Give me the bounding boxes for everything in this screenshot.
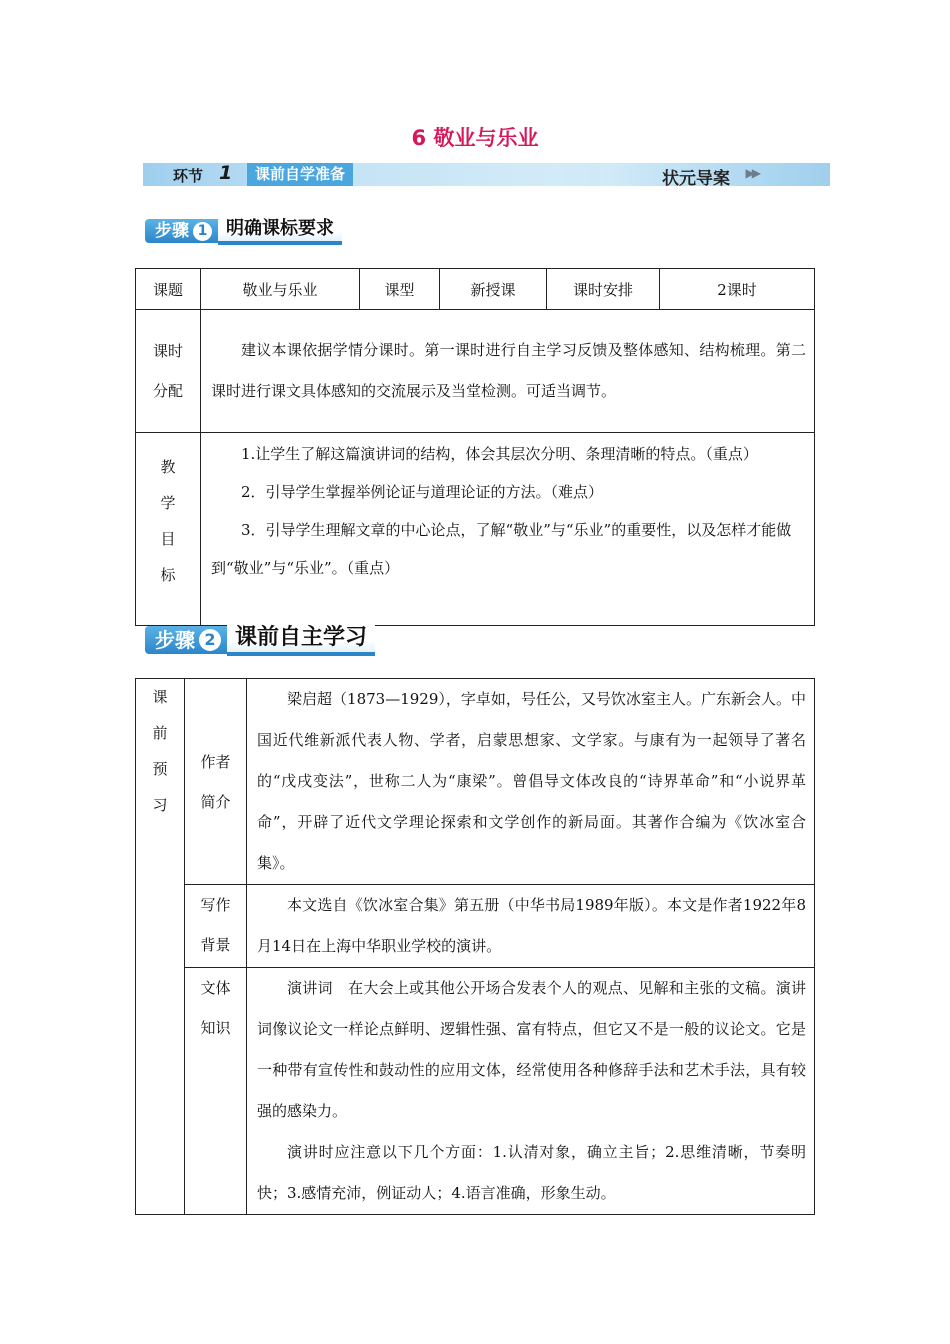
banner-subtitle: 课前自学准备 bbox=[247, 163, 353, 186]
preview-outer-label bbox=[136, 679, 185, 1215]
fenpei-label-2: 分配 bbox=[152, 382, 183, 400]
preview-label-char: 课 bbox=[152, 688, 168, 706]
course-info-header-row bbox=[136, 269, 815, 310]
goals-label-chars bbox=[136, 433, 200, 593]
banner-right-text: 状元导案 bbox=[662, 169, 730, 189]
author-label bbox=[185, 679, 247, 885]
step1-label bbox=[145, 219, 342, 243]
genre-text-2: 演讲时应注意以下几个方面：1.认清对象，确立主旨；2.思维清晰，节奏明快；3.感情充沛，例证动人；4.语言准确，形象生动。 bbox=[257, 1143, 806, 1202]
arrows-icon: ▶▶ bbox=[745, 166, 758, 180]
background-content bbox=[247, 885, 815, 968]
step2-title: 课前自主学习 bbox=[227, 624, 375, 656]
genre-row bbox=[136, 968, 815, 1215]
step1-number: 1 bbox=[193, 222, 212, 241]
goal-item: 3．引导学生理解文章的中心论点，了解“敬业”与“乐业”的重要性，以及怎样才能做到“敬业”与“乐业”。（重点） bbox=[211, 521, 792, 577]
genre-label bbox=[185, 968, 247, 1215]
fenpei-content bbox=[201, 310, 815, 433]
goals-content bbox=[201, 433, 815, 626]
anpai-value: 2课时 bbox=[660, 269, 815, 310]
goal-item: 1.让学生了解这篇演讲词的结构，体会其层次分明、条理清晰的特点。（重点） bbox=[241, 445, 758, 463]
course-info-table bbox=[135, 268, 815, 626]
fenpei-label bbox=[136, 310, 201, 433]
step2-label bbox=[145, 625, 375, 652]
page-title: 6 敬业与乐业 bbox=[411, 126, 539, 150]
goal-item: 2．引导学生掌握举例论证与道理论证的方法。（难点） bbox=[241, 483, 604, 501]
kexing-value: 新授课 bbox=[440, 269, 547, 310]
goals-label-char: 教 bbox=[160, 458, 176, 476]
banner-number: 1 bbox=[219, 162, 233, 184]
genre-text-1: 演讲词 在大会上或其他公开场合发表个人的观点、见解和主张的文稿。演讲词像议论文一样论点鲜明、逻辑性强、富有特点，但它又不是一般的议论文。它是一种带有宣传性和鼓动性的应用文体，经常使用各种修辞手法和艺术手法，具有较强的感染力。 bbox=[257, 979, 806, 1120]
preview-outer-label-chars bbox=[136, 679, 184, 823]
author-content bbox=[247, 679, 815, 885]
genre-content bbox=[247, 968, 815, 1215]
genre-label-2: 知识 bbox=[200, 1019, 231, 1037]
section-banner bbox=[143, 162, 830, 189]
preview-label-char: 习 bbox=[152, 796, 168, 814]
step2-number: 2 bbox=[199, 629, 221, 651]
goals-label-char: 目 bbox=[160, 530, 176, 548]
step1-title: 明确课标要求 bbox=[218, 217, 342, 245]
preview-label-char: 前 bbox=[152, 724, 168, 742]
keti-label: 课题 bbox=[136, 269, 201, 310]
background-label-2: 背景 bbox=[200, 936, 231, 954]
author-label-2: 简介 bbox=[200, 792, 231, 811]
author-row bbox=[136, 679, 815, 885]
goals-label bbox=[136, 433, 201, 626]
kexing-label: 课型 bbox=[360, 269, 440, 310]
preview-label-char: 预 bbox=[152, 760, 168, 778]
preview-table bbox=[135, 678, 815, 1215]
background-label bbox=[185, 885, 247, 968]
fenpei-text: 建议本课依据学情分课时。第一课时进行自主学习反馈及整体感知、结构梳理。第二课时进行课文具体感知的交流展示及当堂检测。可适当调节。 bbox=[211, 341, 806, 400]
goals-label-char: 标 bbox=[160, 566, 176, 584]
background-row bbox=[136, 885, 815, 968]
step1-tag bbox=[145, 219, 218, 243]
goals-label-char: 学 bbox=[160, 494, 176, 512]
keti-value: 敬业与乐业 bbox=[201, 269, 360, 310]
background-text: 本文选自《饮冰室合集》第五册（中华书局1989年版）。本文是作者1922年8月14日在上海中华职业学校的演讲。 bbox=[257, 896, 806, 955]
step1-tag-text: 步骤 bbox=[155, 221, 189, 241]
background-label-1: 写作 bbox=[200, 896, 231, 914]
author-label-1: 作者 bbox=[200, 752, 231, 771]
step2-tag bbox=[145, 626, 227, 654]
fenpei-label-1: 课时 bbox=[152, 342, 183, 360]
genre-label-1: 文体 bbox=[200, 979, 231, 997]
author-text: 梁启超（1873—1929），字卓如，号任公，又号饮冰室主人。广东新会人。中国近代维新派代表人物、学者，启蒙思想家、文学家。与康有为一起领导了著名的“戊戌变法”，世称二人为“康梁”。曾倡导文体改良的“诗界革命”和“小说界革命”，开辟了近代文学理论探索和文学创作的新局面。其著作合编为《饮冰室合集》。 bbox=[257, 690, 806, 872]
banner-huanjie: 环节 bbox=[173, 167, 204, 185]
goals-row bbox=[136, 433, 815, 626]
fenpei-row bbox=[136, 310, 815, 433]
anpai-label: 课时安排 bbox=[547, 269, 660, 310]
step2-tag-text: 步骤 bbox=[155, 628, 195, 652]
